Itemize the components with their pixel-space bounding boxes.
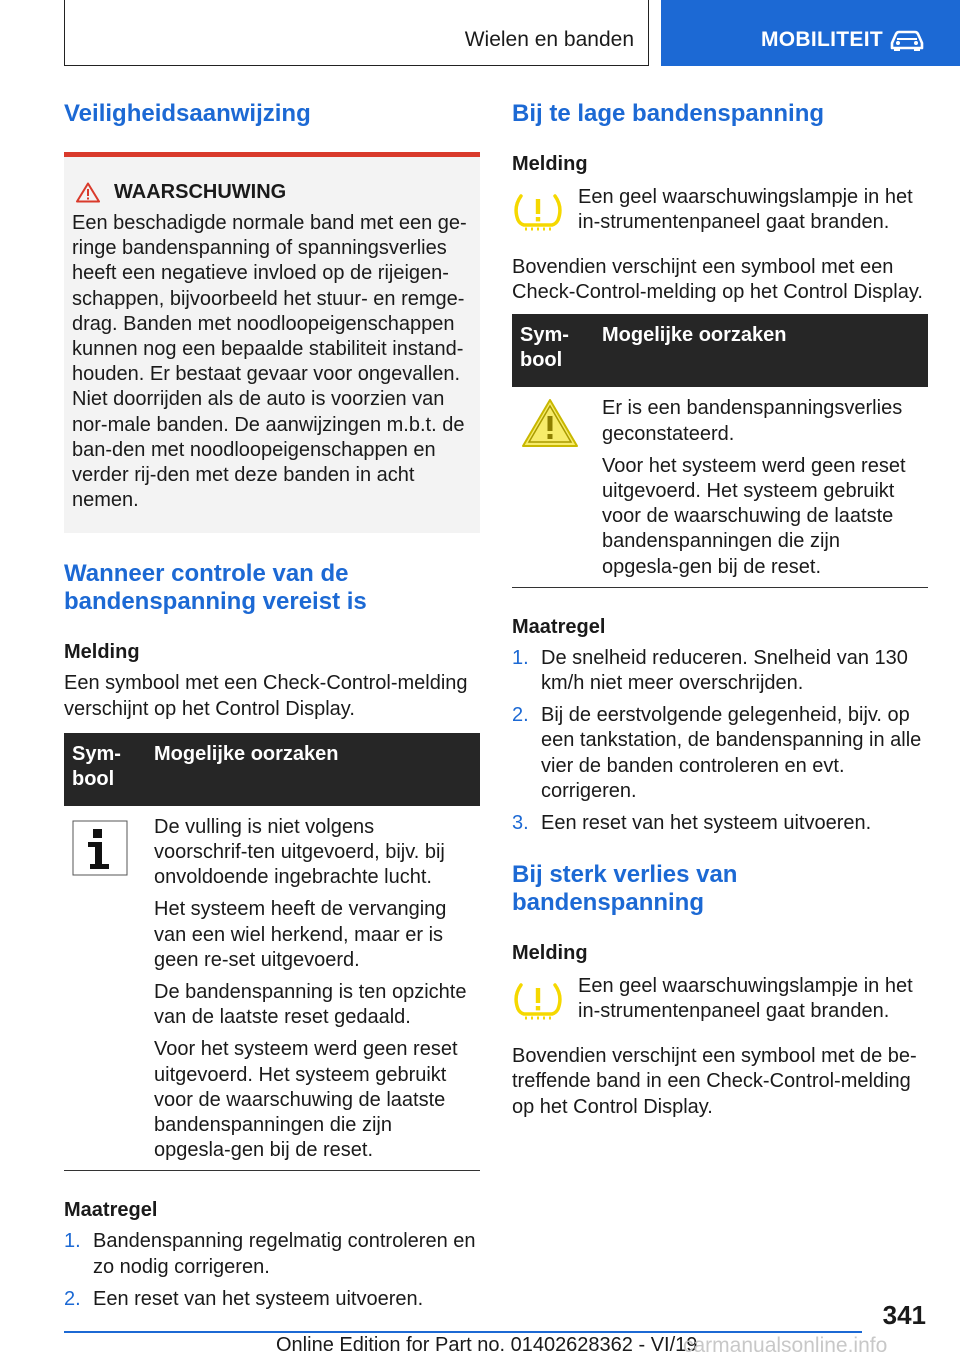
step-number: 2. [64,1287,81,1310]
step-text: De snelheid reduceren. Snelheid van 130 km/h niet meer overschrijden. [541,646,908,695]
step-number: 1. [64,1230,81,1253]
message-heading: Melding [64,641,140,664]
causes-table [512,314,928,587]
footer-divider [64,1331,862,1333]
cause-item: Voor het systeem werd geen reset uitgevoerd. Het systeem gebruikt voor de waarschuwing de laatste bandenspanningen die zijn opgesla-gen bij de reset. [154,1038,458,1162]
measure-heading: Maatregel [512,615,606,638]
table-header-symbol: Sym-bool [64,733,146,806]
warning-text: Een beschadigde normale band met een ge-ringe bandenspanning of spanningsverlies heeft een negatieve invloed op de rijeigen-schappen, bijvoorbeeld het stuur- en remge-drag. Banden met noodloopeigenschappen kunnen nog een bepaalde stabiliteit instand-houden. Er bestaat gevaar voor ongevallen. Niet doorrijden als de auto is voorzien van nor-male banden. De aanwijzingen m.b.t. de ban-den met noodloopeigenschappen en verder rij-den met deze banden in acht nemen. [72,212,467,512]
lamp-text: Een geel waarschuwingslampje in het in-strumentenpaneel gaat branden. [578,186,913,234]
table-header-row [64,733,480,806]
header-chapter-box [661,0,960,66]
low-pressure-title: Bij te lage bandenspanning [512,100,825,127]
cause-item: Voor het systeem werd geen reset uitgevoerd. Het systeem gebruikt voor de waarschuwing de laatste bandenspanningen die zijn opgesla-gen bij de reset. [602,454,906,578]
left-column [64,100,480,1319]
lamp-text: Een geel waarschuwingslampje in het in-strumentenpaneel gaat branden. [578,975,913,1023]
lamp-message [512,974,928,1027]
strong-loss-title: Bij sterk verlies van bandenspanning [512,861,738,917]
lamp-icon-wrap [512,974,578,1027]
list-item [64,1229,480,1279]
measure-heading: Maatregel [64,1199,158,1222]
safety-title: Veiligheidsaanwijzing [64,100,311,127]
table-header-causes: Mogelijke oorzaken [594,314,928,387]
table-header-row [512,314,928,387]
table-causes-cell [594,387,928,587]
causes-table [64,733,480,1172]
message-heading: Melding [512,153,588,175]
lamp-message [512,185,928,238]
list-item [512,703,928,804]
header-section-box [64,0,649,66]
tire-pressure-lamp-icon [512,982,564,1022]
warning-triangle-icon [76,182,100,203]
footer-edition: Online Edition for Part no. 01402628362 - VI/19 [276,1334,698,1356]
step-text: Een reset van het systeem uitvoeren. [93,1287,424,1310]
cause-item: De bandenspanning is ten opzichte van de laatste reset gedaald. [154,981,467,1029]
step-number: 1. [512,646,529,669]
warning-triangle-icon [520,397,580,449]
list-item [512,811,928,836]
page-number: 341 [882,1300,926,1330]
warning-box [64,152,480,533]
step-number: 3. [512,812,529,835]
cause-item: De vulling is niet volgens voorschrif-ten uitgevoerd, bijv. bij onvoldoende ingebrachte lucht. [154,815,445,889]
step-text: Bandenspanning regelmatig controleren en zo nodig corrigeren. [93,1230,476,1278]
step-number: 2. [512,704,529,727]
check-title: Wanneer controle van de bandenspanning vereist is [64,560,367,616]
table-header-symbol: Sym-bool [512,314,594,387]
tire-pressure-lamp-icon [512,193,564,233]
warning-header [72,179,472,205]
measure-steps [512,646,928,836]
cause-item: Het systeem heeft de vervanging van een wiel herkend, maar er is geen re-set uitgevoerd. [154,898,447,971]
step-text: Bij de eerstvolgende gelegenheid, bijv. op een tankstation, de bandenspanning in alle vier de banden controleren en evt. corrigeren. [541,704,922,802]
footer-watermark: carmanualsonline.info [683,1334,888,1357]
table-header-causes: Mogelijke oorzaken [146,733,480,806]
table-symbol-cell [64,806,146,1171]
right-column [512,100,928,1120]
cause-item: Er is een bandenspanningsverlies geconstateerd. [602,397,903,445]
table-row [512,387,928,587]
step-text: Een reset van het systeem uitvoeren. [541,812,872,835]
message-text: Bovendien verschijnt een symbool met de be-treffende band in een Check-Control-melding op het Control Display. [512,1045,917,1118]
car-icon [889,28,925,52]
list-item [64,1287,480,1312]
measure-steps [64,1229,480,1312]
header-chapter-title: MOBILITEIT [761,28,883,51]
table-causes-cell [146,806,480,1171]
message-text: Een symbool met een Check-Control-melding verschijnt op het Control Display. [64,672,468,720]
info-icon [72,820,128,876]
lamp-icon-wrap [512,185,578,238]
header-section-title: Wielen en banden [464,28,634,51]
message-heading: Melding [512,942,588,965]
warning-label: WAARSCHUWING [114,181,287,203]
table-row [64,806,480,1171]
table-symbol-cell [512,387,594,587]
list-item [512,646,928,696]
message-text: Bovendien verschijnt een symbool met een Check-Control-melding op het Control Display. [512,256,923,304]
